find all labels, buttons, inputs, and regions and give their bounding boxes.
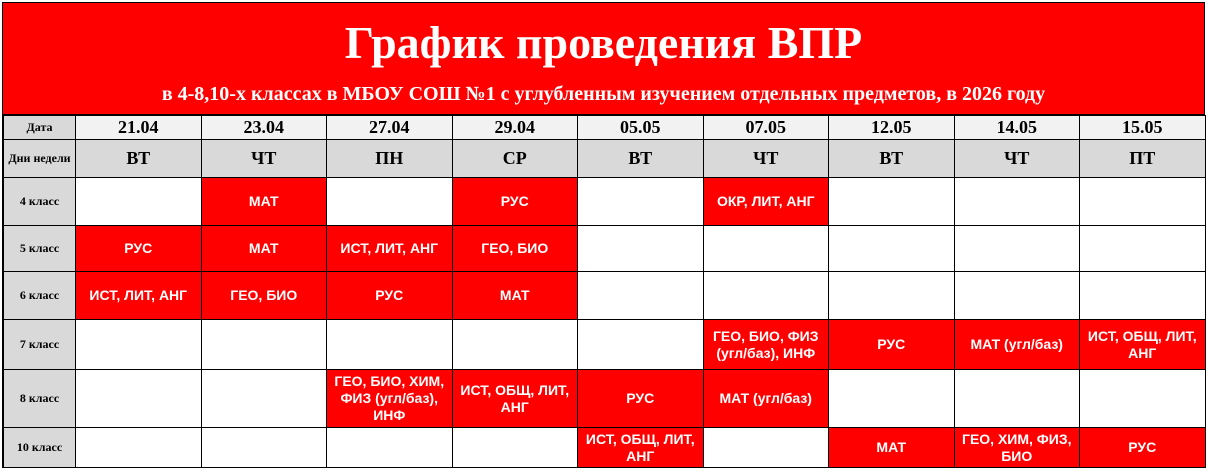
exam-cell: ОКР, ЛИТ, АНГ: [703, 178, 829, 226]
empty-cell: [829, 272, 955, 320]
exam-cell: МАТ: [201, 226, 327, 272]
empty-cell: [76, 178, 202, 226]
weekday-cell: ЧТ: [703, 140, 829, 178]
empty-cell: [327, 320, 453, 370]
empty-cell: [578, 272, 704, 320]
date-cell: 23.04: [201, 116, 327, 140]
empty-cell: [1080, 370, 1206, 428]
empty-cell: [954, 370, 1080, 428]
exam-cell: ИСТ, ОБЩ, ЛИТ, АНГ: [452, 370, 578, 428]
date-cell: 15.05: [1080, 116, 1206, 140]
date-cell: 27.04: [327, 116, 453, 140]
exam-cell: ГЕО, БИО: [201, 272, 327, 320]
empty-cell: [201, 370, 327, 428]
class-label: 8 класс: [4, 370, 76, 428]
weekday-label: Дни недели: [4, 140, 76, 178]
empty-cell: [1080, 226, 1206, 272]
empty-cell: [327, 178, 453, 226]
exam-cell: ИСТ, ОБЩ, ЛИТ, АНГ: [1080, 320, 1206, 370]
date-row: [4, 116, 1206, 140]
empty-cell: [76, 370, 202, 428]
weekday-cell: ПН: [327, 140, 453, 178]
schedule-sheet: [2, 2, 1205, 468]
page-subtitle: в 4-8,10-х классах в МБОУ СОШ №1 с углубленным изучением отдельных предметов, в 2026 году: [161, 83, 1046, 105]
exam-cell: МАТ: [829, 428, 955, 468]
empty-cell: [703, 272, 829, 320]
exam-cell: МАТ: [201, 178, 327, 226]
date-cell: 07.05: [703, 116, 829, 140]
empty-cell: [327, 428, 453, 468]
date-cell: 14.05: [954, 116, 1080, 140]
exam-cell: ГЕО, БИО, ФИЗ (угл/баз), ИНФ: [703, 320, 829, 370]
exam-cell: РУС: [1080, 428, 1206, 468]
empty-cell: [578, 320, 704, 370]
table-row: [4, 320, 1206, 370]
exam-cell: ГЕО, ХИМ, ФИЗ, БИО: [954, 428, 1080, 468]
date-label: Дата: [4, 116, 76, 140]
schedule-table: [3, 115, 1206, 468]
empty-cell: [1080, 272, 1206, 320]
class-label: 10 класс: [4, 428, 76, 468]
title-banner: [3, 3, 1204, 115]
exam-cell: РУС: [76, 226, 202, 272]
weekday-cell: ВТ: [829, 140, 955, 178]
empty-cell: [829, 178, 955, 226]
empty-cell: [829, 370, 955, 428]
class-label: 4 класс: [4, 178, 76, 226]
exam-cell: ИСТ, ОБЩ, ЛИТ, АНГ: [578, 428, 704, 468]
empty-cell: [578, 226, 704, 272]
empty-cell: [201, 428, 327, 468]
empty-cell: [954, 272, 1080, 320]
exam-cell: ГЕО, БИО: [452, 226, 578, 272]
date-cell: 21.04: [76, 116, 202, 140]
empty-cell: [76, 320, 202, 370]
table-row: [4, 370, 1206, 428]
exam-cell: ИСТ, ЛИТ, АНГ: [327, 226, 453, 272]
weekday-cell: ПТ: [1080, 140, 1206, 178]
table-row: [4, 428, 1206, 468]
class-label: 6 класс: [4, 272, 76, 320]
table-row: [4, 272, 1206, 320]
page-title: График проведения ВПР: [344, 17, 863, 68]
weekday-cell: ЧТ: [201, 140, 327, 178]
date-cell: 29.04: [452, 116, 578, 140]
exam-cell: МАТ (угл/баз): [954, 320, 1080, 370]
weekday-row: [4, 140, 1206, 178]
exam-cell: РУС: [327, 272, 453, 320]
date-cell: 12.05: [829, 116, 955, 140]
exam-cell: РУС: [829, 320, 955, 370]
weekday-cell: СР: [452, 140, 578, 178]
class-label: 5 класс: [4, 226, 76, 272]
exam-cell: МАТ: [452, 272, 578, 320]
empty-cell: [76, 428, 202, 468]
weekday-cell: ВТ: [578, 140, 704, 178]
table-row: [4, 226, 1206, 272]
weekday-cell: ЧТ: [954, 140, 1080, 178]
empty-cell: [452, 320, 578, 370]
exam-cell: МАТ (угл/баз): [703, 370, 829, 428]
empty-cell: [452, 428, 578, 468]
exam-cell: РУС: [578, 370, 704, 428]
table-row: [4, 178, 1206, 226]
empty-cell: [703, 428, 829, 468]
empty-cell: [201, 320, 327, 370]
empty-cell: [703, 226, 829, 272]
date-cell: 05.05: [578, 116, 704, 140]
empty-cell: [1080, 178, 1206, 226]
empty-cell: [954, 226, 1080, 272]
exam-cell: ИСТ, ЛИТ, АНГ: [76, 272, 202, 320]
class-label: 7 класс: [4, 320, 76, 370]
empty-cell: [954, 178, 1080, 226]
weekday-cell: ВТ: [76, 140, 202, 178]
exam-cell: РУС: [452, 178, 578, 226]
empty-cell: [578, 178, 704, 226]
exam-cell: ГЕО, БИО, ХИМ, ФИЗ (угл/баз), ИНФ: [327, 370, 453, 428]
empty-cell: [829, 226, 955, 272]
schedule-body: [4, 116, 1206, 468]
